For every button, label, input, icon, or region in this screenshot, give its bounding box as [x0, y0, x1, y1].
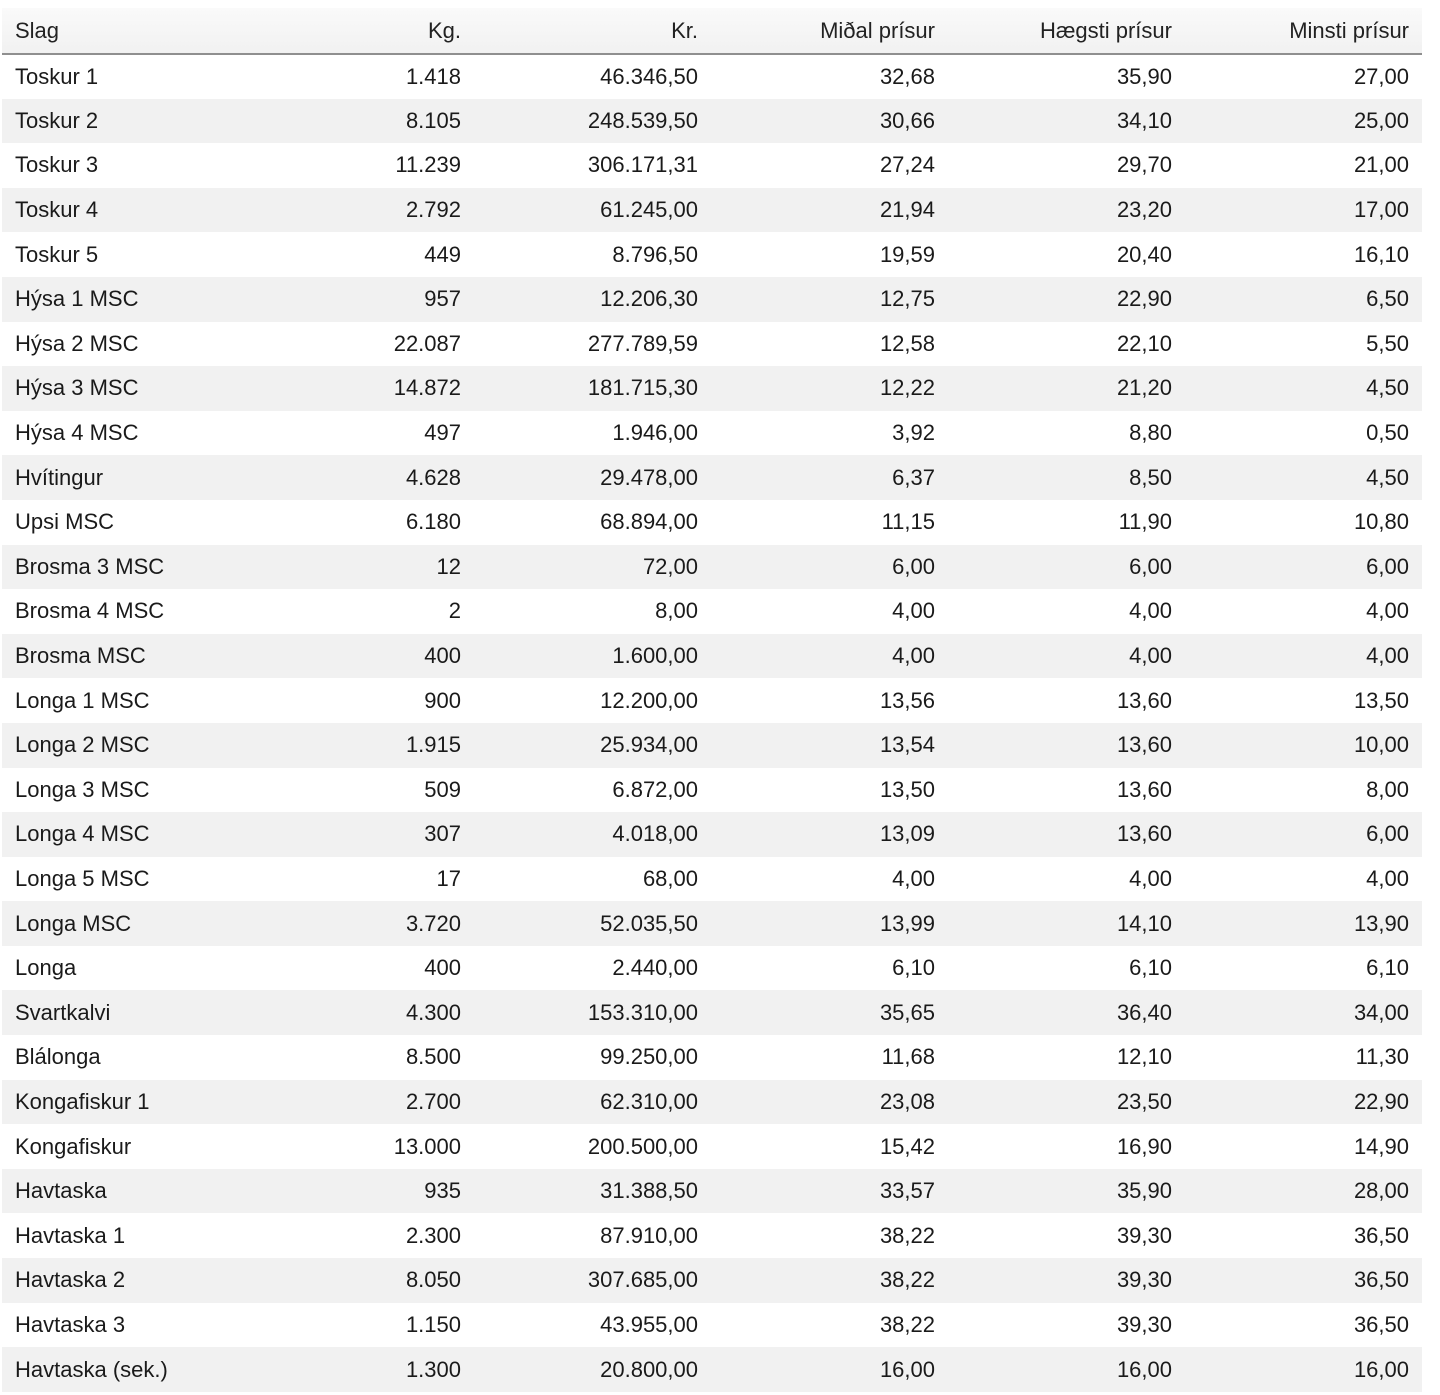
species-cell: Longa	[15, 955, 77, 981]
column-header-amount[interactable]: Kr.	[474, 8, 711, 54]
weight-cell: 4.628	[405, 464, 461, 490]
highest-price-cell: 8,50	[1129, 464, 1172, 490]
table-row	[2, 143, 1422, 188]
weight-cell: 12	[436, 553, 461, 579]
table-row	[2, 455, 1422, 500]
weight-cell: 2.300	[405, 1222, 461, 1248]
weight-cell: 8.050	[405, 1267, 461, 1293]
average-price-cell: 15,42	[879, 1133, 935, 1159]
weight-cell: 6.180	[405, 509, 461, 535]
species-cell: Toskur 5	[15, 241, 99, 267]
highest-price-cell: 13,60	[1116, 776, 1172, 802]
lowest-price-cell: 6,00	[1366, 821, 1409, 847]
species-cell: Toskur 3	[15, 152, 99, 178]
average-price-cell: 21,94	[879, 197, 935, 223]
table-row	[2, 589, 1422, 634]
table-row	[2, 634, 1422, 679]
table-row	[2, 99, 1422, 144]
average-price-cell: 30,66	[879, 107, 935, 133]
lowest-price-cell: 0,50	[1366, 420, 1409, 446]
average-price-cell: 19,59	[879, 241, 935, 267]
weight-cell: 1.418	[405, 63, 461, 89]
lowest-price-cell: 17,00	[1353, 197, 1409, 223]
species-cell: Svartkalvi	[15, 999, 111, 1025]
species-cell: Havtaska 1	[15, 1222, 126, 1248]
amount-cell: 72,00	[642, 553, 698, 579]
lowest-price-cell: 36,50	[1353, 1267, 1409, 1293]
amount-cell: 307.685,00	[587, 1267, 698, 1293]
weight-cell: 17	[436, 865, 461, 891]
lowest-price-cell: 21,00	[1353, 152, 1409, 178]
table-row	[2, 366, 1422, 411]
weight-cell: 400	[424, 955, 461, 981]
average-price-cell: 38,22	[879, 1311, 935, 1337]
highest-price-cell: 21,20	[1116, 375, 1172, 401]
species-cell: Longa MSC	[15, 910, 132, 936]
amount-cell: 248.539,50	[587, 107, 698, 133]
table-row	[2, 1169, 1422, 1214]
average-price-cell: 16,00	[879, 1356, 935, 1382]
highest-price-cell: 13,60	[1116, 687, 1172, 713]
average-price-cell: 13,09	[879, 821, 935, 847]
average-price-cell: 6,37	[892, 464, 935, 490]
amount-cell: 61.245,00	[600, 197, 698, 223]
table-row	[2, 322, 1422, 367]
species-cell: Hýsa 3 MSC	[15, 375, 139, 401]
highest-price-cell: 16,90	[1116, 1133, 1172, 1159]
average-price-cell: 4,00	[892, 865, 935, 891]
table-row	[2, 946, 1422, 991]
highest-price-cell: 4,00	[1129, 865, 1172, 891]
average-price-cell: 13,56	[879, 687, 935, 713]
average-price-cell: 12,58	[879, 330, 935, 356]
lowest-price-cell: 36,50	[1353, 1311, 1409, 1337]
table-row	[2, 723, 1422, 768]
average-price-cell: 32,68	[879, 63, 935, 89]
average-price-cell: 13,99	[879, 910, 935, 936]
table-row	[2, 1347, 1422, 1392]
amount-cell: 4.018,00	[612, 821, 698, 847]
amount-cell: 46.346,50	[600, 63, 698, 89]
table-row	[2, 901, 1422, 946]
table-row	[2, 1124, 1422, 1169]
amount-cell: 153.310,00	[587, 999, 698, 1025]
average-price-cell: 11,68	[881, 1044, 935, 1070]
highest-price-cell: 22,90	[1116, 286, 1172, 312]
species-cell: Brosma MSC	[15, 643, 146, 669]
weight-cell: 8.500	[405, 1044, 461, 1070]
lowest-price-cell: 27,00	[1353, 63, 1409, 89]
amount-cell: 277.789,59	[587, 330, 698, 356]
lowest-price-cell: 14,90	[1353, 1133, 1409, 1159]
species-cell: Blálonga	[15, 1044, 101, 1070]
lowest-price-cell: 8,00	[1366, 776, 1409, 802]
average-price-cell: 13,54	[879, 732, 935, 758]
highest-price-cell: 29,70	[1116, 152, 1172, 178]
price-table-container	[2, 8, 1422, 1392]
lowest-price-cell: 34,00	[1353, 999, 1409, 1025]
lowest-price-cell: 10,00	[1353, 732, 1409, 758]
table-row	[2, 277, 1422, 322]
species-cell: Longa 1 MSC	[15, 687, 150, 713]
highest-price-cell: 39,30	[1116, 1311, 1172, 1337]
lowest-price-cell: 28,00	[1353, 1178, 1409, 1204]
amount-cell: 31.388,50	[600, 1178, 698, 1204]
average-price-cell: 38,22	[879, 1222, 935, 1248]
average-price-cell: 33,57	[879, 1178, 935, 1204]
amount-cell: 43.955,00	[600, 1311, 698, 1337]
highest-price-cell: 35,90	[1116, 63, 1172, 89]
amount-cell: 99.250,00	[600, 1044, 698, 1070]
species-cell: Kongafiskur 1	[15, 1088, 150, 1114]
weight-cell: 509	[424, 776, 461, 802]
lowest-price-cell: 13,90	[1353, 910, 1409, 936]
species-cell: Longa 4 MSC	[15, 821, 150, 847]
species-cell: Longa 5 MSC	[15, 865, 150, 891]
average-price-cell: 13,50	[879, 776, 935, 802]
weight-cell: 22.087	[393, 330, 461, 356]
highest-price-cell: 22,10	[1116, 330, 1172, 356]
average-price-cell: 6,10	[892, 955, 935, 981]
table-row	[2, 812, 1422, 857]
lowest-price-cell: 4,50	[1366, 464, 1409, 490]
table-row	[2, 1035, 1422, 1080]
table-row	[2, 990, 1422, 1035]
lowest-price-cell: 22,90	[1353, 1088, 1409, 1114]
table-row	[2, 1080, 1422, 1125]
highest-price-cell: 4,00	[1129, 598, 1172, 624]
average-price-cell: 11,15	[881, 509, 935, 535]
average-price-cell: 23,08	[879, 1088, 935, 1114]
lowest-price-cell: 25,00	[1353, 107, 1409, 133]
amount-cell: 200.500,00	[587, 1133, 698, 1159]
average-price-cell: 38,22	[879, 1267, 935, 1293]
species-cell: Havtaska 3	[15, 1311, 126, 1337]
species-cell: Longa 3 MSC	[15, 776, 150, 802]
species-cell: Toskur 4	[15, 197, 99, 223]
highest-price-cell: 4,00	[1129, 643, 1172, 669]
weight-cell: 3.720	[405, 910, 461, 936]
table-body	[2, 54, 1422, 1392]
weight-cell: 935	[424, 1178, 461, 1204]
highest-price-cell: 20,40	[1116, 241, 1172, 267]
weight-cell: 8.105	[405, 107, 461, 133]
species-cell: Havtaska 2	[15, 1267, 126, 1293]
weight-cell: 2	[448, 598, 461, 624]
lowest-price-cell: 10,80	[1353, 509, 1409, 535]
species-cell: Havtaska (sek.)	[15, 1356, 168, 1382]
lowest-price-cell: 4,00	[1366, 643, 1409, 669]
species-cell: Upsi MSC	[15, 509, 115, 535]
weight-cell: 449	[424, 241, 461, 267]
average-price-cell: 4,00	[892, 643, 935, 669]
weight-cell: 1.915	[405, 732, 461, 758]
lowest-price-cell: 13,50	[1353, 687, 1409, 713]
table-row	[2, 857, 1422, 902]
column-header-weight[interactable]: Kg.	[238, 8, 474, 54]
species-cell: Longa 2 MSC	[15, 732, 150, 758]
amount-cell: 29.478,00	[600, 464, 698, 490]
column-header-highest-price[interactable]: Hægsti prísur	[948, 8, 1185, 54]
weight-cell: 13.000	[393, 1133, 461, 1159]
table-row	[2, 411, 1422, 456]
highest-price-cell: 13,60	[1116, 821, 1172, 847]
lowest-price-cell: 11,30	[1355, 1044, 1409, 1070]
average-price-cell: 6,00	[892, 553, 935, 579]
amount-cell: 12.206,30	[600, 286, 698, 312]
species-cell: Havtaska	[15, 1178, 107, 1204]
highest-price-cell: 8,80	[1129, 420, 1172, 446]
highest-price-cell: 23,20	[1116, 197, 1172, 223]
highest-price-cell: 39,30	[1116, 1222, 1172, 1248]
amount-cell: 68.894,00	[600, 509, 698, 535]
lowest-price-cell: 36,50	[1353, 1222, 1409, 1248]
amount-cell: 181.715,30	[587, 375, 698, 401]
lowest-price-cell: 6,00	[1366, 553, 1409, 579]
weight-cell: 4.300	[405, 999, 461, 1025]
lowest-price-cell: 4,00	[1366, 865, 1409, 891]
species-cell: Hýsa 1 MSC	[15, 286, 139, 312]
amount-cell: 87.910,00	[600, 1222, 698, 1248]
highest-price-cell: 13,60	[1116, 732, 1172, 758]
amount-cell: 8.796,50	[612, 241, 698, 267]
species-cell: Toskur 1	[15, 63, 99, 89]
lowest-price-cell: 6,50	[1366, 286, 1409, 312]
amount-cell: 62.310,00	[600, 1088, 698, 1114]
amount-cell: 20.800,00	[600, 1356, 698, 1382]
highest-price-cell: 36,40	[1116, 999, 1172, 1025]
table-row	[2, 232, 1422, 277]
weight-cell: 497	[424, 420, 461, 446]
column-header-species[interactable]: Slag	[2, 8, 238, 54]
table-row	[2, 545, 1422, 590]
highest-price-cell: 11,90	[1118, 509, 1172, 535]
weight-cell: 400	[424, 643, 461, 669]
species-cell: Hvítingur	[15, 464, 104, 490]
weight-cell: 2.792	[405, 197, 461, 223]
table-row	[2, 1213, 1422, 1258]
highest-price-cell: 6,00	[1129, 553, 1172, 579]
column-header-average-price[interactable]: Miðal prísur	[711, 8, 948, 54]
table-row	[2, 500, 1422, 545]
highest-price-cell: 35,90	[1116, 1178, 1172, 1204]
highest-price-cell: 6,10	[1129, 955, 1172, 981]
species-cell: Kongafiskur	[15, 1133, 132, 1159]
lowest-price-cell: 16,10	[1353, 241, 1409, 267]
column-header-lowest-price[interactable]: Minsti prísur	[1185, 8, 1422, 54]
average-price-cell: 35,65	[879, 999, 935, 1025]
weight-cell: 2.700	[405, 1088, 461, 1114]
lowest-price-cell: 5,50	[1366, 330, 1409, 356]
amount-cell: 8,00	[655, 598, 698, 624]
lowest-price-cell: 4,50	[1366, 375, 1409, 401]
species-cell: Brosma 4 MSC	[15, 598, 165, 624]
price-table	[2, 8, 1422, 1392]
highest-price-cell: 16,00	[1116, 1356, 1172, 1382]
amount-cell: 12.200,00	[600, 687, 698, 713]
species-cell: Toskur 2	[15, 107, 99, 133]
species-cell: Hýsa 2 MSC	[15, 330, 139, 356]
lowest-price-cell: 6,10	[1366, 955, 1409, 981]
average-price-cell: 27,24	[879, 152, 935, 178]
amount-cell: 2.440,00	[612, 955, 698, 981]
amount-cell: 1.946,00	[612, 420, 698, 446]
average-price-cell: 12,75	[879, 286, 935, 312]
highest-price-cell: 23,50	[1116, 1088, 1172, 1114]
table-row	[2, 678, 1422, 723]
table-row	[2, 1303, 1422, 1348]
average-price-cell: 4,00	[892, 598, 935, 624]
highest-price-cell: 39,30	[1116, 1267, 1172, 1293]
species-cell: Brosma 3 MSC	[15, 553, 165, 579]
lowest-price-cell: 16,00	[1353, 1356, 1409, 1382]
average-price-cell: 3,92	[892, 420, 935, 446]
weight-cell: 957	[424, 286, 461, 312]
weight-cell: 1.300	[405, 1356, 461, 1382]
table-row	[2, 54, 1422, 99]
weight-cell: 1.150	[405, 1311, 461, 1337]
weight-cell: 900	[424, 687, 461, 713]
lowest-price-cell: 4,00	[1366, 598, 1409, 624]
highest-price-cell: 14,10	[1116, 910, 1172, 936]
weight-cell: 11.239	[395, 152, 461, 178]
table-row	[2, 188, 1422, 233]
highest-price-cell: 34,10	[1116, 107, 1172, 133]
average-price-cell: 12,22	[879, 375, 935, 401]
amount-cell: 52.035,50	[600, 910, 698, 936]
amount-cell: 6.872,00	[612, 776, 698, 802]
table-row	[2, 1258, 1422, 1303]
table-row	[2, 768, 1422, 813]
highest-price-cell: 12,10	[1116, 1044, 1172, 1070]
amount-cell: 68,00	[642, 865, 698, 891]
amount-cell: 1.600,00	[612, 643, 698, 669]
amount-cell: 306.171,31	[587, 152, 698, 178]
amount-cell: 25.934,00	[600, 732, 698, 758]
weight-cell: 307	[424, 821, 461, 847]
species-cell: Hýsa 4 MSC	[15, 420, 139, 446]
header-row	[2, 8, 1422, 54]
weight-cell: 14.872	[393, 375, 461, 401]
table-header	[2, 8, 1422, 54]
